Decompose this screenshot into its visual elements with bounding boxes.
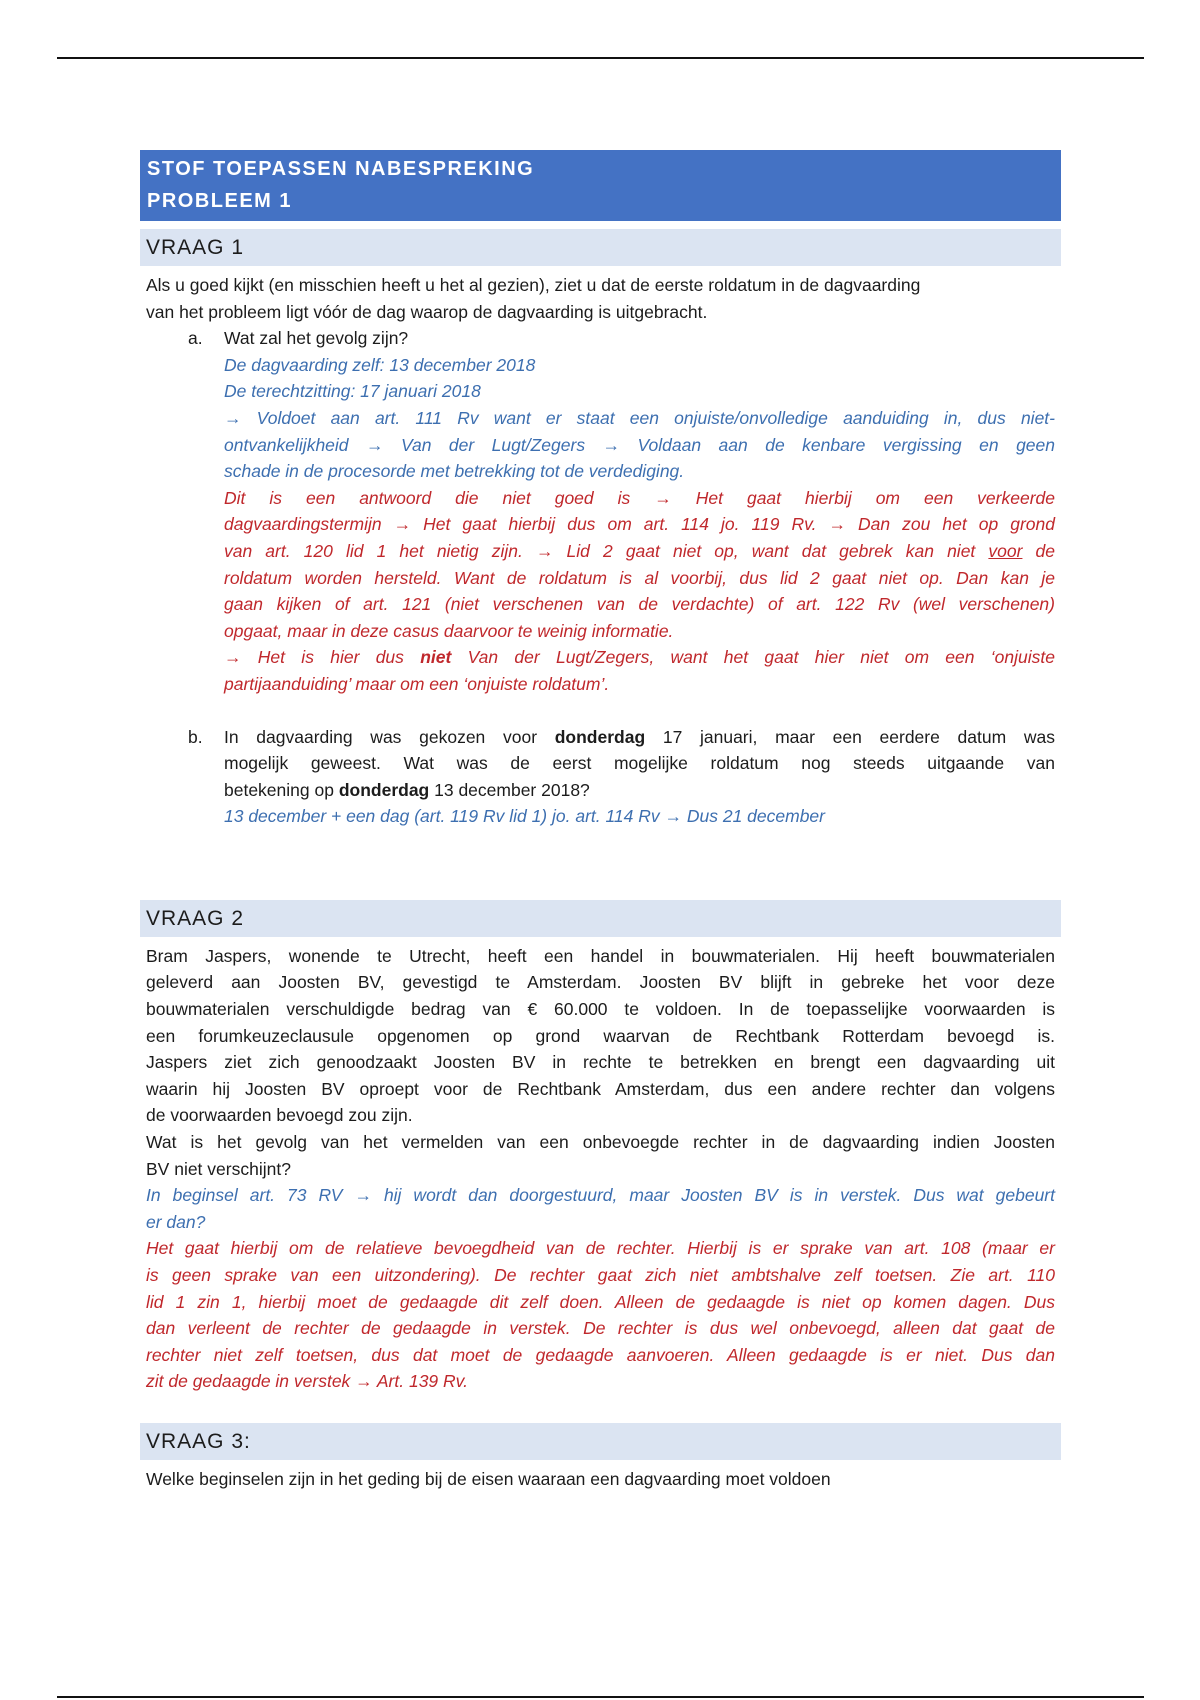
answer-red-line: dan verleent de rechter de gedaagde in verstek. De rechter is dus wel onbevoegd, alleen dat gaat de	[146, 1318, 1055, 1339]
answer-red-line: zit de gedaagde in verstek → Art. 139 Rv.	[146, 1371, 468, 1392]
section-heading-vraag-2: VRAAG 2	[140, 900, 1061, 937]
case-line: een forumkeuzeclausule opgenomen op grond waarvan de Rechtbank Rotterdam bevoegd is.	[146, 1025, 1055, 1046]
text: 13 december 2018?	[429, 779, 590, 800]
text: In dagvaarding was gekozen voor	[224, 726, 555, 747]
question-b-answer	[140, 803, 1061, 830]
underlined-word: voor	[988, 540, 1023, 561]
case-line: Bram Jaspers, wonende te Utrecht, heeft een handel in bouwmaterialen. Hij heeft bouwmaterialen	[146, 945, 1055, 966]
red-text: van art. 120 lid 1 het nietig zijn. → Lid 2 gaat niet op, want dat gebrek kan niet	[224, 540, 989, 561]
answer-red-line: is geen sprake van een uitzondering). De rechter gaat zich niet ambtshalve zelf toetsen. Zie art. 110	[146, 1265, 1055, 1285]
answer-red-line: lid 1 zin 1, hierbij moet de gedaagde dit zelf doen. Alleen de gedaagde is niet op komen dagen. Dus	[146, 1291, 1055, 1312]
red-text: de	[1022, 540, 1055, 561]
answer-red-line: dagvaardingstermijn → Het gaat hierbij dus om art. 114 jo. 119 Rv. → Dan zou het op grond	[224, 514, 1055, 535]
answer-blue-line: ontvankelijkheid → Van der Lugt/Zegers → Voldaan aan de kenbare vergissing en geen	[224, 434, 1055, 455]
vraag-1-intro	[140, 272, 1061, 325]
spacer	[140, 1395, 1061, 1415]
answer-blue-line: De terechtzitting: 17 januari 2018	[224, 381, 481, 402]
case-line: waarin hij Joosten BV oproept voor de Rechtbank Amsterdam, dus een andere rechter dan volgens	[146, 1078, 1055, 1099]
bold-word: niet	[420, 647, 452, 668]
question-a-text: Wat zal het gevolg zijn?	[224, 328, 409, 349]
answer-red-line	[224, 538, 1055, 565]
title-line-1: STOF TOEPASSEN NABESPREKING	[147, 158, 535, 180]
red-text: → Het is hier dus	[224, 647, 421, 668]
answer-blue-line: De dagvaarding zelf: 13 december 2018	[224, 354, 536, 375]
question-line: BV niet verschijnt?	[146, 1158, 291, 1179]
case-line: bouwmaterialen verschuldigde bedrag van € 60.000 te voldoen. In de toepasselijke voorwaarden is	[146, 999, 1055, 1020]
answer-red-line: Het gaat hierbij om de relatieve bevoegdheid van de rechter. Hierbij is er sprake van art. 108 (maar er	[146, 1238, 1055, 1259]
title-banner	[140, 150, 1061, 221]
vraag-2-question	[140, 1129, 1061, 1182]
answer-blue-line: schade in de procesorde met betrekking tot de verdediging.	[224, 461, 685, 482]
question-b-line	[224, 777, 1055, 804]
answer-blue-line: 13 december + een dag (art. 119 Rv lid 1) jo. art. 114 Rv → Dus 21 december	[224, 806, 825, 827]
question-a-answer	[140, 352, 1061, 698]
section-heading-vraag-3: VRAAG 3:	[140, 1423, 1061, 1460]
answer-blue-line: er dan?	[146, 1211, 206, 1232]
question-b	[140, 724, 1061, 804]
answer-blue-line: → Voldoet aan art. 111 Rv want er staat een onjuiste/onvolledige aanduiding in, dus niet-	[224, 407, 1055, 428]
question-b-letter: b.	[188, 726, 203, 747]
answer-red-line	[224, 644, 1055, 671]
red-text: Van der Lugt/Zegers, want het gaat hier niet om een ‘onjuiste	[451, 647, 1056, 668]
title-line-2: PROBLEEM 1	[147, 190, 293, 212]
question-b-line	[224, 724, 1055, 751]
bottom-rule	[57, 1696, 1144, 1698]
spacer	[140, 830, 1061, 892]
case-line: Jaspers ziet zich genoodzaakt Joosten BV in rechte te betrekken en brengt een dagvaarding uit	[146, 1052, 1055, 1073]
answer-blue-line: In beginsel art. 73 RV → hij wordt dan doorgestuurd, maar Joosten BV is in verstek. Dus wat gebeurt	[146, 1185, 1055, 1206]
question-b-text	[224, 724, 1061, 804]
vraag-2-case	[140, 943, 1061, 1129]
question-a	[140, 325, 1061, 352]
answer-red-line: roldatum worden hersteld. Want de roldatum is al voorbij, dus lid 2 gaat niet op. Dan kan je	[224, 567, 1055, 588]
question-a-letter: a.	[188, 328, 203, 349]
bold-word: donderdag	[554, 726, 646, 747]
vraag-2-answer	[140, 1182, 1061, 1395]
answer-red-line: partijaanduiding’ maar om een ‘onjuiste roldatum’.	[224, 673, 610, 694]
answer-red-line: Dit is een antwoord die niet goed is → Het gaat hierbij om een verkeerde	[224, 487, 1055, 508]
text: 17 januari, maar een eerdere datum was	[645, 726, 1055, 747]
intro-line: van het probleem ligt vóór de dag waarop de dagvaarding is uitgebracht.	[146, 301, 708, 322]
document-page	[140, 150, 1061, 1493]
bold-word: donderdag	[338, 779, 430, 800]
section-heading-vraag-1: VRAAG 1	[140, 229, 1061, 266]
text: betekening op	[224, 779, 339, 800]
answer-red-line: gaan kijken of art. 121 (niet verschenen van de verdachte) of art. 122 Rv (wel verschenen)	[224, 594, 1055, 615]
case-line: geleverd aan Joosten BV, gevestigd te Amsterdam. Joosten BV blijft in gebreke het voor deze	[146, 972, 1055, 993]
question-b-line: mogelijk geweest. Wat was de eerst mogelijke roldatum nog steeds uitgaande van	[224, 753, 1055, 774]
vraag-3-text: Welke beginselen zijn in het geding bij de eisen waaraan een dagvaarding moet voldoen	[146, 1468, 831, 1489]
case-line: de voorwaarden bevoegd zou zijn.	[146, 1105, 413, 1126]
answer-red-line: opgaat, maar in deze casus daarvoor te weinig informatie.	[224, 620, 674, 641]
answer-red-line: rechter niet zelf toetsen, dus dat moet de gedaagde aanvoeren. Alleen gedaagde is er niet. Dus dan	[146, 1344, 1055, 1365]
top-rule	[57, 57, 1144, 59]
spacer	[140, 698, 1061, 724]
intro-line: Als u goed kijkt (en misschien heeft u het al gezien), ziet u dat de eerste roldatum in de dagvaarding	[146, 275, 921, 295]
question-line: Wat is het gevolg van het vermelden van een onbevoegde rechter in de dagvaarding indien Joosten	[146, 1132, 1055, 1153]
